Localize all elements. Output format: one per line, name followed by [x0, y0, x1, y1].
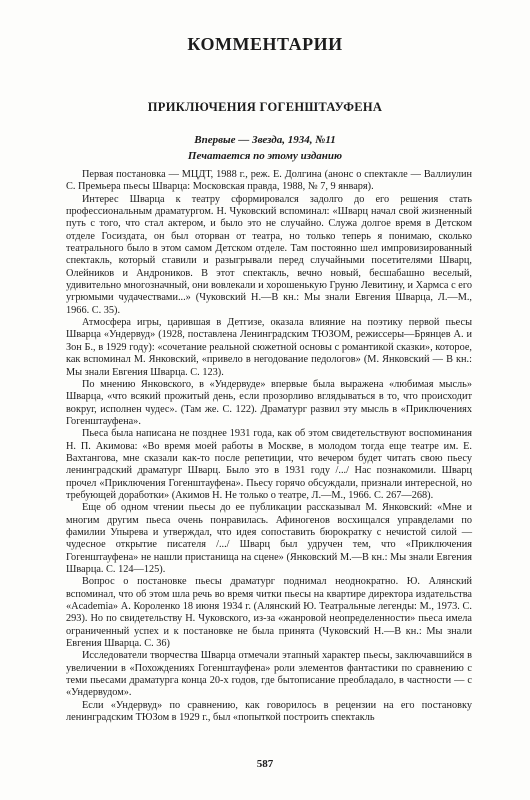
- commentary-body: [66, 169, 472, 724]
- paragraph: Вопрос о постановке пьесы драматург поднимал неоднократно. Ю. Алянский вспоминал, что об этом шла речь во время читки пьесы на квартире директора издательства «Academia» А. Короленко 18 июня 1934 г. (Алянский Ю. Театральные легенды: М., 1973. С. 293). Но по свидетельству Н. Чуковского, из-за «жанровой неопределенности» пьеса имела ограниченный успех и к постановке не была принята (Чуковский Н.—В кн.: Мы знали Евгения Шварца. С. 36): [66, 576, 472, 650]
- paragraph: По мнению Янковского, в «Ундервуде» впервые была выражена «любимая мысль» Шварца, «что всякий прожитый день, если прозорливо вглядываться в то, что происходит вокруг, исполнен чудес». (Там же. С. 122). Драматург развил эту мысль в «Приключениях Гогенштауфена».: [66, 378, 472, 427]
- publication-info: [0, 132, 530, 164]
- page-number: 587: [256, 758, 274, 770]
- paragraph: Пьеса была написана не позднее 1931 года, как об этом свидетельствуют воспоминания Н. П. Акимова: «Во время моей работы в Москве, в молодом тогда еще театре им. Е. Вахтангова, мне сказали как-то после репетиции, что вечером будет читать свою пьесу ленинградский драматург Шварц. Было это в 1931 году /.../ Нас познакомили. Шварц прочел «Приключения Гогенштауфена». Пьесу горячо обсуждали, признали интересной, но требующей доработки» (Акимов Н. Не только о театре, Л.—М., 1966. С. 267—268).: [66, 428, 472, 501]
- first-published-line: Впервые — Звезда, 1934, №11: [194, 134, 336, 146]
- section-title: ПРИКЛЮЧЕНИЯ ГОГЕНШТАУФЕНА: [147, 100, 383, 114]
- paragraph: Атмосфера игры, царившая в Детгизе, оказала влияние на поэтику первой пьесы Шварца «Ундервуд» (1928, поставлена Ленинградским ТЮЗОМ, режиссеры—Брянцев А. и Зон Б., в 1929 году): «сочетание реальной сюжетной основы с романтикой сказки», которое, как вспоминал М. Янковский, «привело в негодование педологов» (М. Янковский — В кн.: Мы знали Евгения Шварца. С. 123).: [66, 317, 472, 378]
- paragraph: Первая постановка — МЦДТ, 1988 г., реж. Е. Долгина (анонс о спектакле — Валлиулин С. Премьера пьесы Шварца: Московская правда, 1988, № 7, 9 января).: [66, 169, 472, 193]
- paragraph: Интерес Шварца к театру сформировался задолго до его решения стать профессиональным драматургом. Н. Чуковский вспоминал: «Шварц начал свой жизненный путь с того, что стал актером, и было это не случайно. Служа долгое время в Детском отделе Госиздата, он был оторван от театра, но только теперь я понимаю, сколько театрального было в этом самом Детском отделе. Там постоянно шел импровизированный спектакль, который ставили и разыгрывали перед случайными посетителями Шварц, Олейников и Андроников. В этот спектакль, вечно новый, бесшабашно веселый, удивительно многозначный, они вовлекали и хорошенькую Груню Левитину, и Хармса с его угрюмыми чудачествами...» (Чуковский Н.—В кн.: Мы знали Евгения Шварца, Л.—М., 1966. С. 35).: [66, 193, 472, 316]
- paragraph: Если «Ундервуд» по сравнению, как говорилось в рецензии на его постановку ленинградским ТЮЗом в 1929 г., был «попыткой построить спектакль: [66, 699, 472, 724]
- paragraph: Еще об одном чтении пьесы до ее публикации рассказывал М. Янковский: «Мне и многим другим пьеса очень понравилась. Афиногенов восхищался управделами по фамилии Упырева и утверждал, что идея сопоставить бюрократку с нечистой силой — чудесное открытие писателя /.../ Шварц был удручен тем, что «Приключения Гогенштауфена» не нашли пристанища на сцене» (Янковский М.—В кн.: Мы знали Евгения Шварца. С. 124—125).: [66, 502, 472, 575]
- page-heading: КОММЕНТАРИИ: [187, 34, 343, 54]
- printed-from-line: Печатается по этому изданию: [187, 150, 343, 162]
- paragraph: Исследователи творчества Шварца отмечали этапный характер пьесы, заключавшийся в увеличении в «Похождениях Гогенштауфена» роли элементов фантастики по сравнению с теми пьесами драматурга конца 20-х годов, где бытописание преобладало, в частности — с «Ундервудом».: [66, 650, 472, 699]
